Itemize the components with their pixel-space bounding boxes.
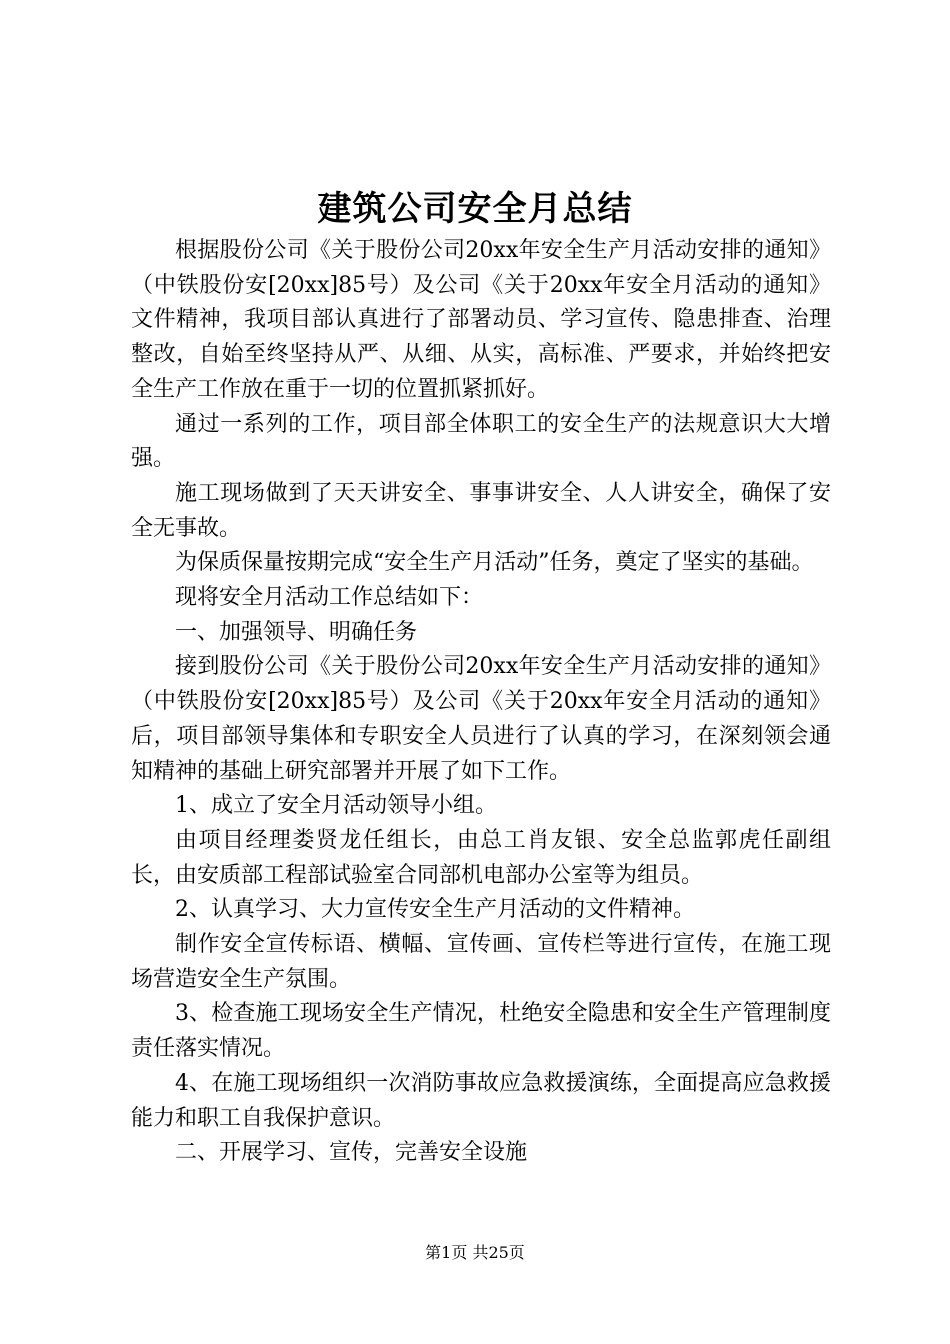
list-item: 2、认真学习、大力宣传安全生产月活动的文件精神。	[175, 897, 695, 923]
section-heading: 一、加强领导、明确任务	[175, 619, 418, 645]
paragraph: 通过一系列的工作，项目部全体职工的安全生产的法规意识大大增强。	[131, 411, 831, 472]
document-title: 建筑公司安全月总结	[317, 189, 633, 229]
document-body	[131, 234, 831, 1171]
paragraph: 制作安全宣传标语、横幅、宣传画、宣传栏等进行宣传，在施工现场营造安全生产氛围。	[131, 932, 831, 992]
paragraph: 施工现场做到了天天讲安全、事事讲安全、人人讲安全，确保了安全无事故。	[131, 480, 831, 541]
paragraph: 为保质保量按期完成“安全生产月活动”任务，奠定了坚实的基础。	[175, 550, 814, 576]
paragraph: 接到股份公司《关于股份公司20xx年安全生产月活动安排的通知》（中铁股份安[20xx]85号）及公司《关于20xx年安全月活动的通知》后，项目部领导集体和专职安全人员进行了认真的学习，在深刻领会通知精神的基础上研究部署并开展了如下工作。	[131, 654, 831, 784]
page-number-footer: 第1页 共25页	[425, 1243, 525, 1262]
list-item: 4、在施工现场组织一次消防事故应急救援演练，全面提高应急救援能力和职工自我保护意识。	[131, 1070, 831, 1131]
list-item: 1、成立了安全月活动领导小组。	[175, 793, 497, 819]
paragraph: 由项目经理娄贤龙任组长，由总工肖友银、安全总监郭虎任副组长，由安质部工程部试验室合同部机电部办公室等为组员。	[131, 827, 831, 888]
list-item: 3、检查施工现场安全生产情况，杜绝安全隐患和安全生产管理制度责任落实情况。	[131, 1001, 831, 1062]
paragraph: 现将安全月活动工作总结如下：	[175, 585, 484, 611]
paragraph: 根据股份公司《关于股份公司20xx年安全生产月活动安排的通知》（中铁股份安[20xx]85号）及公司《关于20xx年安全月活动的通知》文件精神，我项目部认真进行了部署动员、学习宣传、隐患排查、治理整改，自始至终坚持从严、从细、从实，高标准、严要求，并始终把安全生产工作放在重于一切的位置抓紧抓好。	[131, 238, 831, 402]
section-heading: 二、开展学习、宣传，完善安全设施	[175, 1140, 528, 1166]
